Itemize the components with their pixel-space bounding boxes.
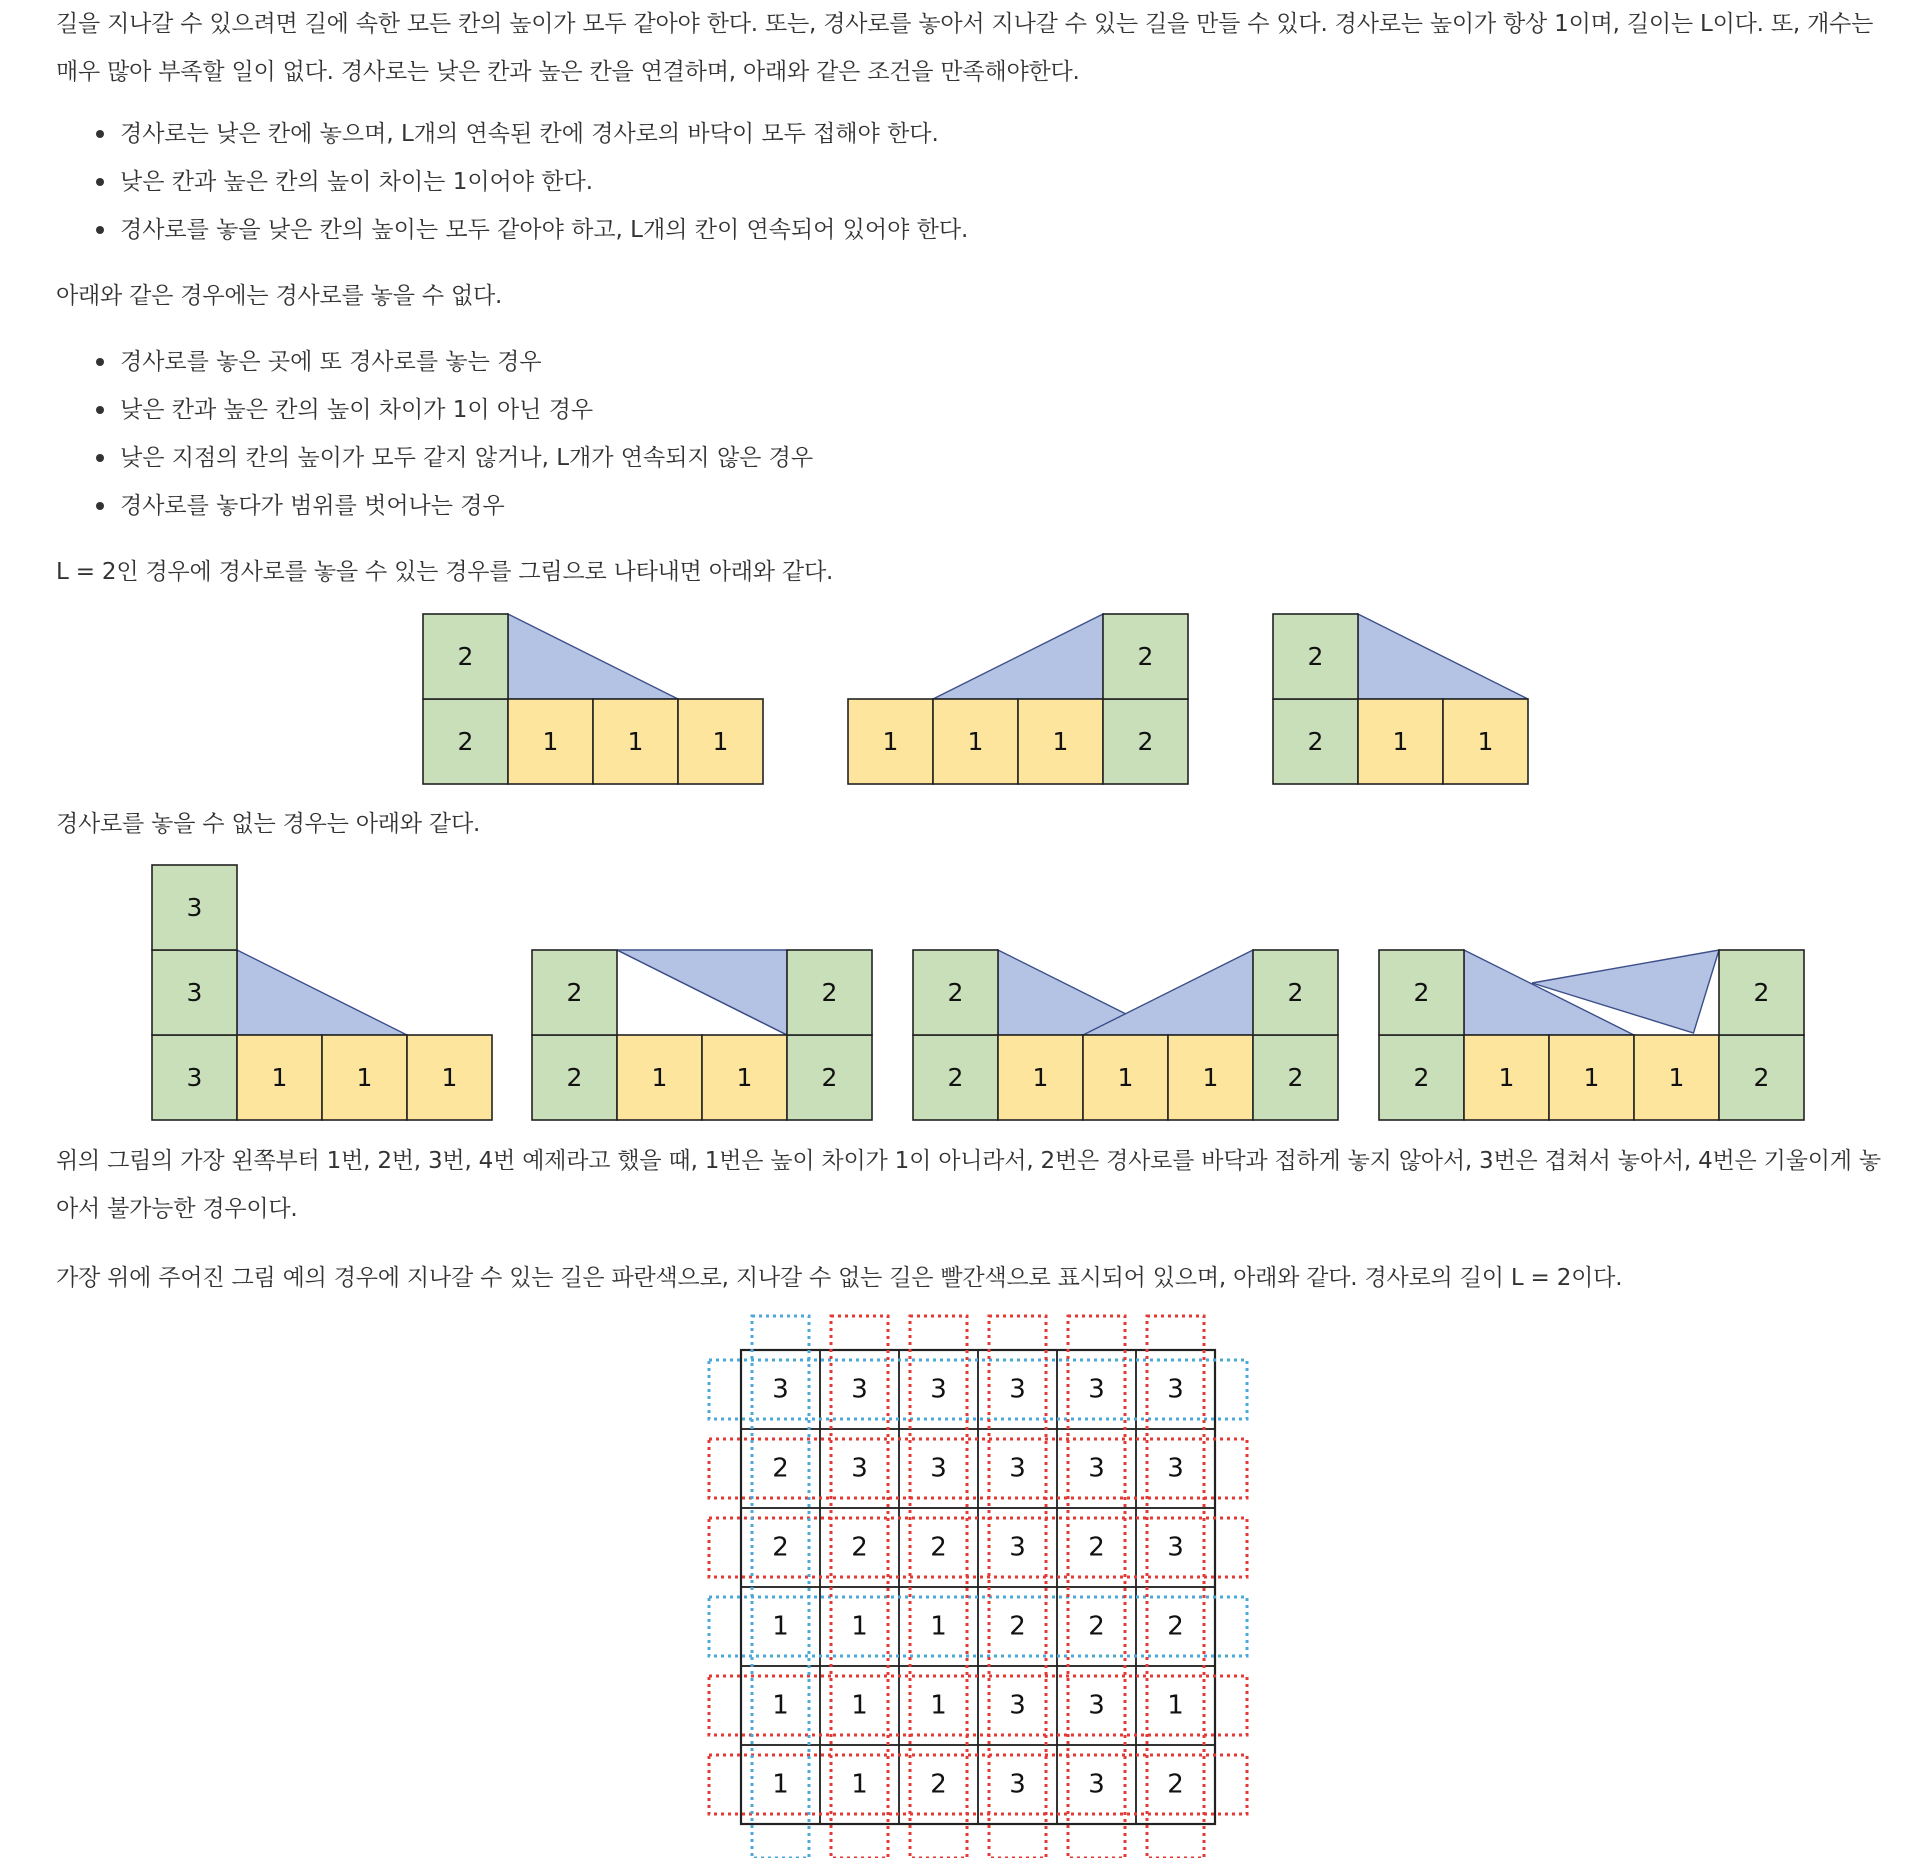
- cell-label: 3: [186, 1063, 203, 1092]
- valid-example: [1273, 614, 1528, 784]
- cell-label: 2: [1307, 727, 1324, 756]
- cell-label: 2: [1167, 1611, 1184, 1642]
- ramp-shape: [1083, 950, 1253, 1035]
- cell-label: 3: [772, 1374, 789, 1405]
- cell-label: 1: [1477, 727, 1494, 756]
- cell-label: 2: [1167, 1769, 1184, 1800]
- cell-label: 3: [1009, 1453, 1026, 1484]
- cell-label: 3: [1167, 1374, 1184, 1405]
- cell-label: 2: [1088, 1532, 1105, 1563]
- cell-label: 1: [851, 1769, 868, 1800]
- cell-label: 2: [1137, 727, 1154, 756]
- cell-label: 2: [1287, 978, 1304, 1007]
- cell-label: 2: [1287, 1063, 1304, 1092]
- cell-label: 2: [1088, 1611, 1105, 1642]
- grid-caption: 가장 위에 주어진 그림 예의 경우에 지나갈 수 있는 길은 파란색으로, 지나갈 수 없는 길은 빨간색으로 표시되어 있으며, 아래와 같다. 경사로의 길이 L = 2이다.: [56, 1265, 1623, 1291]
- cell-label: 1: [930, 1690, 947, 1721]
- cell-label: 2: [772, 1532, 789, 1563]
- cell-label: 3: [1088, 1453, 1105, 1484]
- cell-label: 1: [772, 1690, 789, 1721]
- cell-label: 1: [542, 727, 559, 756]
- valid-example: [423, 614, 763, 784]
- cell-label: 3: [1088, 1374, 1105, 1405]
- list-item: 낮은 칸과 높은 칸의 높이 차이는 1이어야 한다.: [56, 158, 968, 206]
- cell-label: 3: [186, 978, 203, 1007]
- cell-label: 1: [627, 727, 644, 756]
- list-item: 경사로를 놓을 낮은 칸의 높이는 모두 같아야 하고, L개의 칸이 연속되어 있어야 한다.: [56, 206, 968, 254]
- cell-label: 1: [651, 1063, 668, 1092]
- valid-example: [848, 614, 1188, 784]
- cell-label: 3: [1009, 1690, 1026, 1721]
- cell-label: 3: [186, 893, 203, 922]
- cell-label: 1: [851, 1690, 868, 1721]
- cell-label: 3: [851, 1374, 868, 1405]
- valid-caption: L = 2인 경우에 경사로를 놓을 수 있는 경우를 그림으로 나타내면 아래와 같다.: [56, 559, 834, 585]
- cell-label: 1: [1202, 1063, 1219, 1092]
- cell-label: 2: [1753, 978, 1770, 1007]
- cell-label: 1: [1668, 1063, 1685, 1092]
- cell-label: 2: [1307, 642, 1324, 671]
- invalid-example: [913, 950, 1338, 1120]
- cell-label: 3: [1009, 1374, 1026, 1405]
- cell-label: 1: [772, 1611, 789, 1642]
- cell-label: 1: [1583, 1063, 1600, 1092]
- invalid-ramp-figure: [152, 865, 1804, 1120]
- cell-label: 2: [821, 1063, 838, 1092]
- cannot-intro: 아래와 같은 경우에는 경사로를 놓을 수 없다.: [56, 283, 503, 309]
- list-item: 경사로는 낮은 칸에 놓으며, L개의 연속된 칸에 경사로의 바닥이 모두 접해야 한다.: [56, 110, 968, 158]
- map-grid-figure: [709, 1316, 1247, 1858]
- list-item: 경사로를 놓다가 범위를 벗어나는 경우: [56, 482, 813, 530]
- cell-label: 2: [851, 1532, 868, 1563]
- cell-label: 1: [851, 1611, 868, 1642]
- ramp-shape: [508, 614, 678, 699]
- cell-label: 1: [1052, 727, 1069, 756]
- invalid-explanation: 위의 그림의 가장 왼쪽부터 1번, 2번, 3번, 4번 예제라고 했을 때, 1번은 높이 차이가 1이 아니라서, 2번은 경사로를 바닥과 접하게 놓지 않아서, 3번은 겹쳐서 놓아서, 4번은 기울이게 놓아서 불가능한 경우이다.: [56, 1148, 1881, 1222]
- cell-label: 1: [882, 727, 899, 756]
- cell-label: 1: [967, 727, 984, 756]
- list-item: 낮은 지점의 칸의 높이가 모두 같지 않거나, L개가 연속되지 않은 경우: [56, 434, 813, 482]
- ramp-shape: [1358, 614, 1528, 699]
- cell-label: 2: [1413, 978, 1430, 1007]
- cell-label: 2: [1137, 642, 1154, 671]
- cell-label: 1: [356, 1063, 373, 1092]
- cell-label: 1: [1498, 1063, 1515, 1092]
- cell-label: 2: [566, 1063, 583, 1092]
- cell-label: 3: [1088, 1769, 1105, 1800]
- cell-label: 2: [930, 1532, 947, 1563]
- cell-label: 1: [1392, 727, 1409, 756]
- cell-label: 3: [1167, 1453, 1184, 1484]
- list-item: 낮은 칸과 높은 칸의 높이 차이가 1이 아닌 경우: [56, 386, 813, 434]
- cell-label: 1: [1167, 1690, 1184, 1721]
- cell-label: 2: [1413, 1063, 1430, 1092]
- cell-label: 3: [930, 1453, 947, 1484]
- invalid-caption: 경사로를 놓을 수 없는 경우는 아래와 같다.: [56, 811, 481, 837]
- cell-label: 3: [1009, 1769, 1026, 1800]
- invalid-example: [532, 950, 872, 1120]
- cell-label: 2: [947, 978, 964, 1007]
- cell-label: 2: [772, 1453, 789, 1484]
- invalid-example: [1379, 950, 1804, 1120]
- ramp-shape: [933, 614, 1103, 699]
- cell-label: 1: [271, 1063, 288, 1092]
- cell-label: 2: [947, 1063, 964, 1092]
- cell-label: 1: [736, 1063, 753, 1092]
- cell-label: 1: [1032, 1063, 1049, 1092]
- cell-label: 2: [457, 642, 474, 671]
- invalid-example: [152, 865, 492, 1120]
- cell-label: 2: [1753, 1063, 1770, 1092]
- cell-label: 1: [1117, 1063, 1134, 1092]
- cell-label: 1: [712, 727, 729, 756]
- cell-label: 3: [1088, 1690, 1105, 1721]
- cell-label: 3: [930, 1374, 947, 1405]
- valid-ramp-figure: [423, 614, 1528, 784]
- cell-label: 2: [1009, 1611, 1026, 1642]
- cell-label: 2: [821, 978, 838, 1007]
- cell-label: 3: [1167, 1532, 1184, 1563]
- cell-label: 2: [457, 727, 474, 756]
- cell-label: 2: [566, 978, 583, 1007]
- cell-label: 1: [441, 1063, 458, 1092]
- ramp-shape: [237, 950, 407, 1035]
- cell-label: 3: [1009, 1532, 1026, 1563]
- cell-label: 1: [772, 1769, 789, 1800]
- cell-label: 3: [851, 1453, 868, 1484]
- intro-paragraph: 길을 지나갈 수 있으려면 길에 속한 모든 칸의 높이가 모두 같아야 한다. 또는, 경사로를 놓아서 지나갈 수 있는 길을 만들 수 있다. 경사로는 높이가 항상 1이며, 길이는 L이다. 또, 개수는 매우 많아 부족할 일이 없다. 경사로는 낮은 칸과 높은 칸을 연결하며, 아래와 같은 조건을 만족해야한다.: [56, 11, 1874, 85]
- list-item: 경사로를 놓은 곳에 또 경사로를 놓는 경우: [56, 338, 813, 386]
- cell-label: 2: [930, 1769, 947, 1800]
- cell-label: 1: [930, 1611, 947, 1642]
